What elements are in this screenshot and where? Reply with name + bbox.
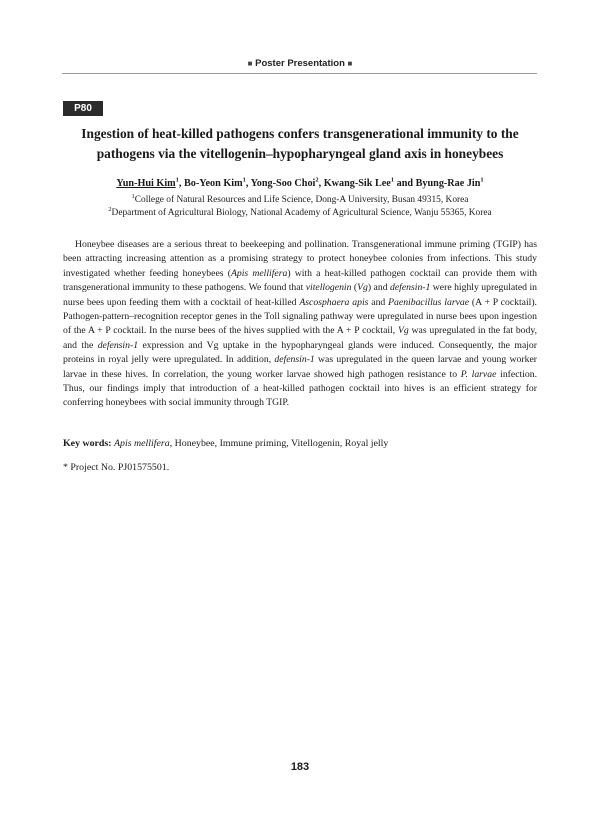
- author-name: Kwang-Sik Lee: [323, 178, 391, 189]
- poster-id-badge: P80: [63, 101, 103, 116]
- affiliation-line: [62, 207, 538, 219]
- project-number: * Project No. PJ01575501.: [63, 462, 170, 473]
- abstract-text: infection. Thus, our findings imply that introduction of a heat-killed pathogen cocktail into hives is an efficient strategy for conferring honeybees with social immunity through TGIP.: [63, 368, 537, 409]
- affiliation-text: College of Natural Resources and Life Science, Dong-A University, Busan 49315, Korea: [134, 195, 469, 205]
- abstract-text: Honeybee diseases are a serious threat to beekeeping and pollination. Transgenerational immune priming (TGIP) has been attracting increasing attention as a promising strategy to protect honeybee colonies from infections. This study investigated whether feeding honeybees (: [63, 239, 537, 279]
- square-bullet-icon: ■: [247, 59, 253, 68]
- square-bullet-icon: ■: [347, 59, 353, 68]
- author-list: Yun-Hui Kim$^1$, Bo-Yeon Kim$^1$, Yong-Soo Choi$^2$, Kwang-Sik Lee$^1$ and Byung-Rae Jin$^1$: [116, 176, 484, 189]
- abstract-italic: defensin-1: [97, 339, 139, 351]
- abstract-text: was upregulated in the fat body, and the: [63, 325, 537, 351]
- author-affiliation-mark: 1: [242, 176, 246, 184]
- abstract-text: (: [351, 282, 358, 294]
- keyword-italic: Apis mellifera: [114, 438, 170, 449]
- paper-title: Ingestion of heat-killed pathogens confers transgenerational immunity to the pathogens via the vitellogenin–hypopharyngeal gland axis in honeybees: [81, 126, 519, 161]
- abstract-italic: vitellogenin: [305, 282, 352, 294]
- author-affiliation-mark: 2: [315, 176, 319, 184]
- abstract-text: were highly upregulated in nurse bees upon feeding them with a cocktail of heat-killed: [63, 282, 537, 308]
- abstract-italic: Vg: [397, 325, 409, 337]
- running-header: [0, 58, 600, 69]
- abstract-text: was upregulated in the queen larvae and young worker larvae in these hives. In correlation, the young worker larvae showed high pathogen resistance to: [63, 354, 537, 380]
- abstract-text: ) and: [367, 282, 390, 294]
- page-number: 183: [290, 761, 310, 773]
- affiliation-text: Department of Agricultural Biology, National Academy of Agricultural Science, Wanju 55365, Korea: [111, 208, 492, 218]
- abstract-italic: P. larvae: [460, 368, 497, 380]
- abstract-italic: Ascosphaera apis: [299, 296, 369, 308]
- keywords-label: Key words:: [63, 438, 112, 449]
- author-name: Bo-Yeon Kim: [184, 178, 243, 189]
- abstract-italic: Paenibacillus larvae: [388, 296, 470, 308]
- abstract-text: expression and Vg uptake in the hypopharyngeal glands were induced. Consequently, the major proteins in royal jelly were upregulated. In addition,: [63, 339, 538, 366]
- author-affiliation-mark: 1: [390, 176, 395, 184]
- abstract-italic: Apis mellifera: [230, 267, 288, 279]
- affiliation-number: 1: [131, 192, 135, 200]
- abstract-text: ) with a heat-killed pathogen cocktail can provide them with transgenerational immunity to these pathogens. We found that: [63, 267, 537, 294]
- abstract-paragraph: [63, 238, 537, 411]
- affiliation-number: 2: [108, 205, 112, 213]
- abstract-italic: defensin-1: [390, 282, 431, 294]
- author-affiliation-mark: 1: [480, 176, 484, 184]
- header-divider: [62, 73, 537, 74]
- author-name: Yong-Soo Choi: [250, 178, 316, 189]
- abstract-text: and: [368, 296, 389, 308]
- affiliation-line: [62, 194, 538, 206]
- author-affiliation-mark: 1: [175, 176, 179, 184]
- author-name: Byung-Rae Jin: [415, 178, 481, 189]
- abstract-text: (A + P cocktail). Pathogen-pattern–recognition receptor genes in the Toll signaling pathway were upregulated in nurse bees upon ingestion of the A + P cocktail. In the nurse bees of the hives supplied with the A + P cocktail,: [63, 296, 537, 337]
- keywords-text: , Honeybee, Immune priming, Vitellogenin, Royal jelly: [169, 438, 389, 449]
- header-label: Poster Presentation: [255, 58, 345, 69]
- author-name: Yun-Hui Kim: [116, 178, 176, 189]
- keywords-line: [63, 437, 537, 450]
- abstract-italic: defensin-1: [274, 354, 315, 366]
- abstract-italic: Vg: [357, 282, 368, 294]
